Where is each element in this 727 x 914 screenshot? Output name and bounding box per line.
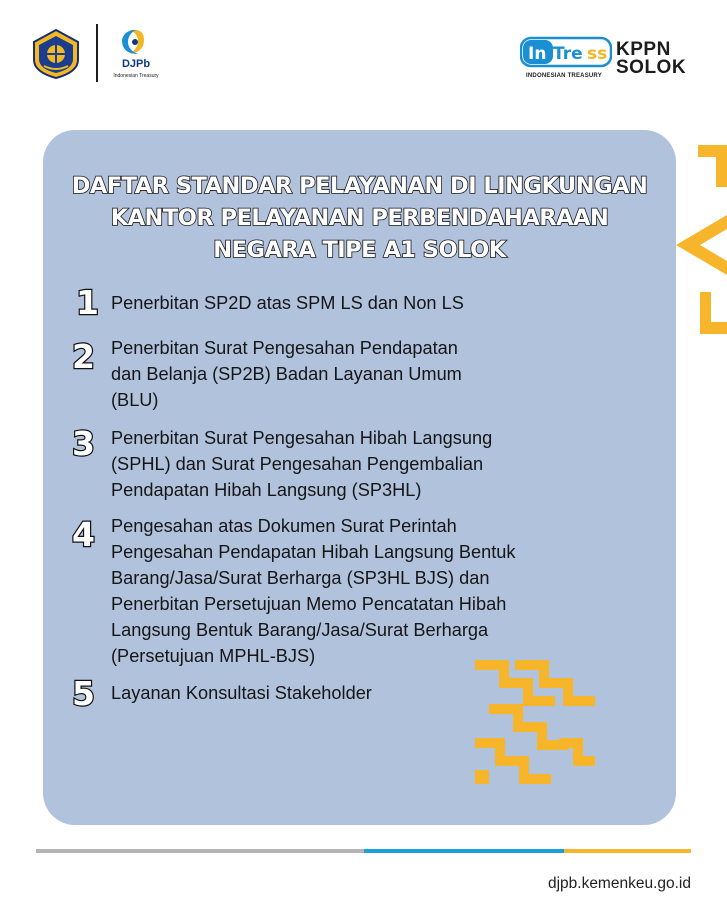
service-text-line: Penerbitan Persetujuan Memo Pencatatan Hibah bbox=[111, 594, 507, 614]
service-text-line: Pengesahan atas Dokumen Surat Perintah bbox=[111, 516, 457, 536]
title-line: DAFTAR STANDAR PELAYANAN DI LINGKUNGAN bbox=[71, 173, 648, 199]
service-text-line: Barang/Jasa/Surat Berharga (SP3HL BJS) dan bbox=[111, 568, 490, 588]
footer-website-link[interactable]: djpb.kemenkeu.go.id bbox=[547, 875, 691, 892]
intress-logo bbox=[520, 36, 612, 68]
service-text-line: dan Belanja (SP2B) Badan Layanan Umum bbox=[111, 364, 462, 384]
zigzag-pattern-decoration bbox=[475, 660, 595, 788]
service-number: 2 bbox=[72, 337, 95, 376]
page-title bbox=[43, 170, 676, 266]
djpb-subtitle: Indonesian Treasury bbox=[113, 73, 159, 79]
service-number: 4 bbox=[72, 515, 95, 554]
service-item bbox=[111, 290, 611, 316]
service-number: 3 bbox=[72, 424, 95, 463]
kppn-label: KPPN bbox=[616, 39, 671, 60]
svg-text:Tre: Tre bbox=[553, 44, 583, 64]
footer-rule-blue bbox=[364, 849, 564, 853]
djpb-name: DJPb bbox=[121, 58, 151, 70]
footer-rule-grey bbox=[36, 849, 364, 853]
intress-subtitle: INDONESIAN TREASURY bbox=[526, 73, 602, 79]
title-line: KANTOR PELAYANAN PERBENDAHARAAN bbox=[110, 205, 609, 231]
svg-text:ss: ss bbox=[587, 44, 608, 64]
header-divider bbox=[96, 24, 98, 82]
kemenkeu-emblem-logo bbox=[30, 28, 82, 80]
service-text-line: Penerbitan Surat Pengesahan Hibah Langsung bbox=[111, 428, 493, 448]
service-text-line: (Persetujuan MPHL-BJS) bbox=[111, 646, 316, 666]
service-text-line: Pengesahan Pendapatan Hibah Langsung Bentuk bbox=[111, 542, 516, 562]
service-text-line: Pendapatan Hibah Langsung (SP3HL) bbox=[111, 480, 422, 500]
kppn-office-name: SOLOK bbox=[616, 57, 687, 78]
service-item bbox=[111, 425, 611, 503]
corner-bracket-decoration bbox=[700, 292, 727, 334]
service-text-line: (SPHL) dan Surat Pengesahan Pengembalian bbox=[111, 454, 484, 474]
corner-bracket-decoration bbox=[690, 145, 727, 187]
chevron-left-icon bbox=[676, 215, 727, 275]
footer-rule-yellow bbox=[564, 849, 691, 853]
service-text-line: Langsung Bentuk Barang/Jasa/Surat Berharga bbox=[111, 620, 489, 640]
service-text-line: Penerbitan SP2D atas SPM LS dan Non LS bbox=[111, 293, 464, 313]
title-line: NEGARA TIPE A1 SOLOK bbox=[213, 237, 506, 263]
service-item bbox=[111, 513, 611, 669]
service-number: 1 bbox=[76, 283, 99, 322]
service-text-line: Penerbitan Surat Pengesahan Pendapatan bbox=[111, 338, 458, 358]
svg-text:In: In bbox=[528, 44, 547, 64]
service-number: 5 bbox=[72, 674, 95, 713]
service-text-line: Layanan Konsultasi Stakeholder bbox=[111, 683, 372, 703]
service-text-line: (BLU) bbox=[111, 390, 159, 410]
service-item bbox=[111, 335, 611, 413]
